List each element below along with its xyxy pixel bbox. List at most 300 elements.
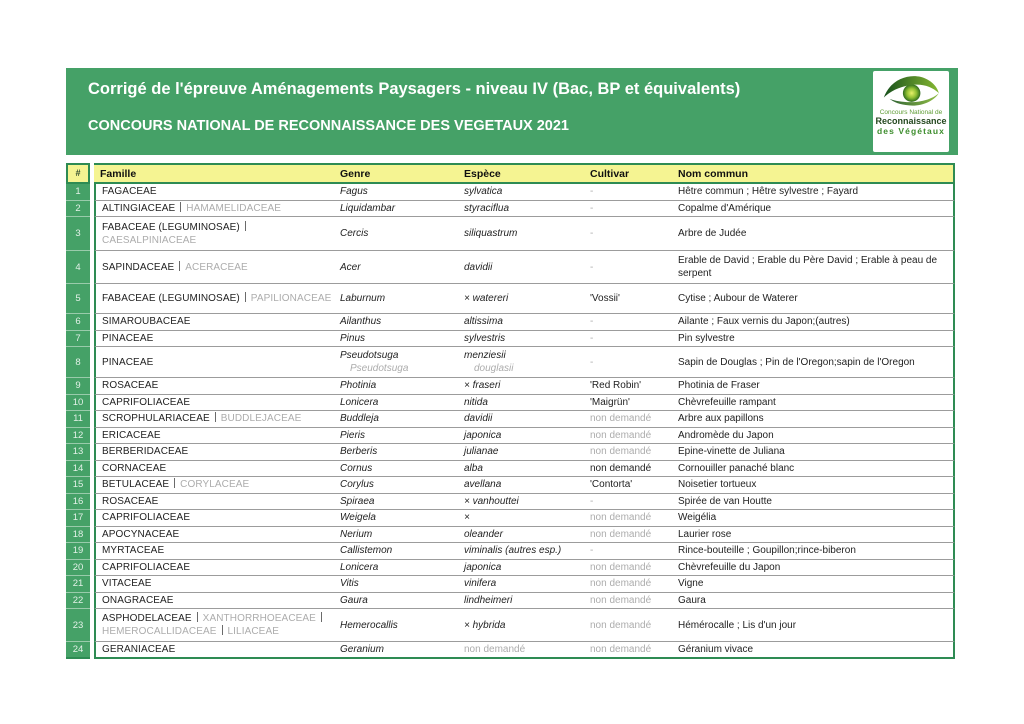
nom-commun-cell: [672, 494, 955, 511]
espece-cell: [458, 428, 584, 445]
famille-separator: [215, 412, 216, 422]
famille-line: [102, 379, 330, 392]
famille-line: [102, 315, 330, 328]
genre-cell: [334, 314, 458, 331]
famille-name: CAPRIFOLIACEAE: [102, 396, 191, 408]
espece-name: davidii: [464, 413, 493, 425]
genre-name: Acer: [340, 261, 361, 273]
nom-commun-value: Arbre aux papillons: [678, 413, 764, 425]
row-number-cell: 3: [66, 217, 90, 251]
famille-separator: [179, 261, 180, 271]
row-number-cell: 16: [66, 494, 90, 511]
cultivar-cell: [584, 477, 672, 494]
genre-name: Photinia: [340, 380, 377, 392]
row-number-cell: 11: [66, 411, 90, 428]
cultivar-value: non demandé: [590, 512, 652, 524]
genre-name: Vitis: [340, 578, 359, 590]
table-row: [66, 543, 955, 560]
table-row: [66, 284, 955, 314]
famille-name: HAMAMELIDACEAE: [186, 202, 282, 214]
espece-cell: [458, 609, 584, 642]
famille-name: SCROPHULARIACEAE: [102, 413, 210, 425]
espece-name: menziesii: [464, 350, 506, 361]
nom-commun-value: Pin sylvestre: [678, 332, 735, 344]
famille-separator: [180, 202, 181, 212]
nom-commun-cell: [672, 314, 955, 331]
famille-name: CORNACEAE: [102, 462, 167, 474]
genre-name: Cercis: [340, 228, 369, 239]
cultivar-cell: [584, 251, 672, 284]
table-body: [66, 184, 955, 659]
cultivar-value: non demandé: [590, 578, 652, 590]
cultivar-value: 'Maigrün': [590, 396, 630, 408]
cultivar-cell: [584, 527, 672, 544]
table-row: [66, 331, 955, 348]
row-number-cell: 9: [66, 378, 90, 395]
espece-cell: [458, 461, 584, 478]
nom-commun-value: Arbre de Judée: [678, 228, 747, 239]
table-row: [66, 444, 955, 461]
nom-commun-cell: [672, 395, 955, 412]
genre-name: Fagus: [340, 186, 368, 198]
nom-commun-cell: [672, 560, 955, 577]
famille-name: BETULACEAE: [102, 479, 170, 491]
nom-commun-cell: [672, 347, 955, 378]
nom-commun-cell: [672, 284, 955, 314]
genre-name: Liquidambar: [340, 202, 396, 214]
famille-cell: [94, 201, 334, 218]
column-header-nom-commun: Nom commun: [672, 163, 955, 184]
table-row: [66, 347, 955, 378]
famille-line: [102, 429, 330, 442]
row-number-cell: 12: [66, 428, 90, 445]
espece-name: sylvatica: [464, 186, 503, 198]
famille-name: PINACEAE: [102, 332, 154, 344]
nom-commun-cell: [672, 527, 955, 544]
famille-cell: [94, 494, 334, 511]
famille-name: BERBERIDACEAE: [102, 446, 189, 458]
espece-cell: [458, 331, 584, 348]
genre-name: Weigela: [340, 512, 376, 524]
nom-commun-cell: [672, 217, 955, 251]
famille-name: ACERACEAE: [185, 261, 248, 273]
famille-cell: [94, 527, 334, 544]
famille-name: SAPINDACEAE: [102, 261, 175, 273]
nom-commun-value: Cytise ; Aubour de Waterer: [678, 293, 798, 304]
genre-name: Pieris: [340, 429, 366, 441]
cultivar-value: non demandé: [590, 644, 652, 655]
famille-name: HEMEROCALLIDACEAE: [102, 626, 217, 637]
famille-name: CAPRIFOLIACEAE: [102, 512, 191, 524]
nom-commun-value: Chèvrefeuille rampant: [678, 396, 776, 408]
famille-line: [102, 261, 330, 274]
espece-name: × fraseri: [464, 380, 501, 392]
table-row: [66, 593, 955, 610]
header-banner: [66, 68, 958, 155]
famille-cell: [94, 477, 334, 494]
table-row: [66, 428, 955, 445]
genre-name: Corylus: [340, 479, 374, 491]
row-number-cell: 14: [66, 461, 90, 478]
espece-cell: [458, 201, 584, 218]
famille-name: PAPILIONACEAE: [250, 293, 332, 304]
nom-commun-value: Noisetier tortueux: [678, 479, 757, 491]
cultivar-cell: [584, 576, 672, 593]
genre-name: Hemerocallis: [340, 619, 398, 631]
cultivar-cell: [584, 428, 672, 445]
cultivar-cell: [584, 461, 672, 478]
cultivar-value: -: [590, 186, 594, 198]
column-header-num: #: [66, 163, 90, 184]
genre-name: Gaura: [340, 594, 368, 606]
famille-name: PINACEAE: [102, 356, 154, 368]
famille-cell: [94, 284, 334, 314]
famille-cell: [94, 378, 334, 395]
famille-cell: [94, 461, 334, 478]
logo-line2: Reconnaissance: [875, 116, 947, 127]
cultivar-value: -: [590, 545, 594, 557]
cultivar-value: -: [590, 316, 594, 328]
cultivar-value: 'Red Robin': [590, 380, 642, 392]
row-number-cell: 2: [66, 201, 90, 218]
espece-cell: [458, 576, 584, 593]
famille-line: [102, 185, 330, 198]
espece-name: douglasii: [474, 363, 514, 374]
row-number-cell: 19: [66, 543, 90, 560]
genre-cell: [334, 560, 458, 577]
cultivar-cell: [584, 331, 672, 348]
espece-cell: [458, 477, 584, 494]
cultivar-value: -: [590, 202, 594, 214]
page-subtitle: CONCOURS NATIONAL DE RECONNAISSANCE DES VEGETAUX 2021: [88, 118, 569, 134]
nom-commun-cell: [672, 477, 955, 494]
famille-cell: [94, 347, 334, 378]
row-number-cell: 1: [66, 184, 90, 201]
espece-name: vinifera: [464, 578, 497, 590]
famille-separator: [321, 612, 322, 622]
table-row: [66, 642, 955, 659]
eye-leaf-logo-icon: [880, 73, 942, 108]
table-row: [66, 395, 955, 412]
genre-cell: [334, 461, 458, 478]
famille-separator: [174, 478, 175, 488]
espece-cell: [458, 494, 584, 511]
nom-commun-value: Géranium vivace: [678, 644, 754, 655]
row-number-cell: 18: [66, 527, 90, 544]
genre-cell: [334, 576, 458, 593]
cultivar-cell: [584, 284, 672, 314]
results-table: [66, 163, 955, 659]
nom-commun-value: Laurier rose: [678, 528, 732, 540]
famille-name: CAESALPINIACEAE: [102, 234, 197, 246]
espece-name: julianae: [464, 446, 499, 458]
cultivar-value: non demandé: [590, 446, 652, 458]
table-row: [66, 217, 955, 251]
logo: [873, 71, 949, 152]
espece-name: altissima: [464, 316, 503, 328]
famille-line: [102, 561, 330, 574]
cultivar-value: -: [590, 356, 594, 368]
genre-cell: [334, 527, 458, 544]
famille-name: VITACEAE: [102, 578, 152, 590]
cultivar-value: non demandé: [590, 429, 652, 441]
cultivar-value: 'Vossii': [590, 293, 620, 304]
nom-commun-cell: [672, 444, 955, 461]
cultivar-cell: [584, 494, 672, 511]
table-row: [66, 477, 955, 494]
nom-commun-value: Cornouiller panaché blanc: [678, 462, 795, 474]
cultivar-cell: [584, 593, 672, 610]
nom-commun-value: Photinia de Fraser: [678, 380, 760, 392]
espece-name: davidii: [464, 261, 493, 273]
espece-name: ×: [464, 512, 470, 524]
genre-name: Pseudotsuga: [340, 350, 399, 361]
espece-name: avellana: [464, 479, 502, 491]
row-number-cell: 5: [66, 284, 90, 314]
famille-cell: [94, 642, 334, 659]
famille-line: [102, 412, 330, 425]
cultivar-cell: [584, 347, 672, 378]
cultivar-value: 'Contorta': [590, 479, 633, 491]
row-number-cell: 8: [66, 347, 90, 378]
espece-name: nitida: [464, 396, 488, 408]
genre-cell: [334, 642, 458, 659]
genre-name: Cornus: [340, 462, 373, 474]
cultivar-value: non demandé: [590, 561, 652, 573]
famille-name: ONAGRACEAE: [102, 594, 174, 606]
genre-cell: [334, 428, 458, 445]
famille-line: [102, 462, 330, 475]
famille-line: [102, 202, 330, 215]
table-row: [66, 314, 955, 331]
famille-name: ERICACEAE: [102, 429, 161, 441]
famille-line: [102, 396, 330, 409]
table-row: [66, 184, 955, 201]
espece-cell: [458, 411, 584, 428]
famille-name: SIMAROUBACEAE: [102, 316, 191, 328]
famille-name: BUDDLEJACEAE: [220, 413, 302, 425]
famille-cell: [94, 251, 334, 284]
cultivar-cell: [584, 609, 672, 642]
nom-commun-cell: [672, 642, 955, 659]
nom-commun-value: Rince-bouteille ; Goupillon;rince-biberon: [678, 545, 856, 557]
nom-commun-cell: [672, 331, 955, 348]
row-number-cell: 17: [66, 510, 90, 527]
famille-cell: [94, 395, 334, 412]
genre-name: Berberis: [340, 446, 378, 458]
espece-name: siliquastrum: [464, 228, 518, 239]
famille-cell: [94, 331, 334, 348]
espece-name: × watereri: [464, 293, 509, 304]
genre-name: Laburnum: [340, 293, 386, 304]
nom-commun-value: Ailante ; Faux vernis du Japon;(autres): [678, 316, 850, 328]
cultivar-cell: [584, 395, 672, 412]
famille-name: FABACEAE (LEGUMINOSAE): [102, 221, 240, 233]
genre-name: Pseudotsuga: [350, 363, 409, 374]
nom-commun-cell: [672, 461, 955, 478]
famille-cell: [94, 444, 334, 461]
logo-line1: Concours National de: [879, 109, 943, 116]
nom-commun-value: Spirée de van Houtte: [678, 495, 772, 507]
cultivar-cell: [584, 201, 672, 218]
table-row: [66, 527, 955, 544]
nom-commun-cell: [672, 411, 955, 428]
column-header-cultivar: Cultivar: [584, 163, 672, 184]
famille-line: [102, 356, 330, 369]
famille-line: [102, 612, 330, 625]
nom-commun-cell: [672, 576, 955, 593]
espece-cell: [458, 560, 584, 577]
famille-name: XANTHORRHOEACEAE: [202, 613, 316, 624]
nom-commun-cell: [672, 543, 955, 560]
nom-commun-value: Andromède du Japon: [678, 429, 774, 441]
cultivar-value: non demandé: [590, 462, 652, 474]
espece-name: × vanhouttei: [464, 495, 519, 507]
espece-cell: [458, 314, 584, 331]
cultivar-value: -: [590, 332, 594, 344]
cultivar-cell: [584, 444, 672, 461]
genre-cell: [334, 609, 458, 642]
espece-cell: [458, 251, 584, 284]
cultivar-value: -: [590, 228, 594, 239]
column-header-famille: Famille: [94, 163, 334, 184]
famille-line: [102, 643, 330, 656]
famille-cell: [94, 609, 334, 642]
cultivar-value: non demandé: [590, 413, 652, 425]
row-number-cell: 7: [66, 331, 90, 348]
nom-commun-value: Weigélia: [678, 512, 717, 524]
row-number-cell: 15: [66, 477, 90, 494]
logo-line3: des Végétaux: [876, 125, 945, 136]
famille-line: [102, 234, 330, 247]
famille-line: [102, 495, 330, 508]
genre-cell: [334, 593, 458, 610]
genre-name: Lonicera: [340, 561, 379, 573]
famille-name: MYRTACEAE: [102, 545, 165, 557]
row-number-cell: 22: [66, 593, 90, 610]
famille-cell: [94, 593, 334, 610]
page-title: Corrigé de l'épreuve Aménagements Paysagers - niveau IV (Bac, BP et équivalents): [88, 80, 741, 98]
table-row: [66, 576, 955, 593]
famille-cell: [94, 217, 334, 251]
row-number-cell: 20: [66, 560, 90, 577]
famille-cell: [94, 560, 334, 577]
famille-name: APOCYNACEAE: [102, 528, 180, 540]
espece-name: non demandé: [464, 644, 526, 655]
nom-commun-cell: [672, 593, 955, 610]
espece-cell: [458, 378, 584, 395]
espece-cell: [458, 642, 584, 659]
nom-commun-value: Gaura: [678, 594, 706, 606]
cultivar-cell: [584, 543, 672, 560]
famille-line: [102, 625, 330, 638]
row-number-cell: 24: [66, 642, 90, 659]
nom-commun-cell: [672, 201, 955, 218]
famille-name: GERANIACEAE: [102, 644, 176, 655]
espece-cell: [458, 510, 584, 527]
row-number-cell: 6: [66, 314, 90, 331]
famille-name: ROSACEAE: [102, 380, 159, 392]
row-number-cell: 10: [66, 395, 90, 412]
espece-cell: [458, 217, 584, 251]
cultivar-value: non demandé: [590, 594, 652, 606]
cultivar-value: -: [590, 261, 594, 273]
genre-cell: [334, 444, 458, 461]
espece-cell: [458, 347, 584, 378]
espece-cell: [458, 593, 584, 610]
famille-line: [102, 221, 330, 234]
column-header-espece: Espèce: [458, 163, 584, 184]
cultivar-cell: [584, 510, 672, 527]
cultivar-cell: [584, 642, 672, 659]
nom-commun-value: Vigne: [678, 578, 704, 590]
nom-commun-value: Sapin de Douglas ; Pin de l'Oregon;sapin de l'Oregon: [678, 356, 915, 368]
cultivar-value: non demandé: [590, 528, 652, 540]
famille-name: CAPRIFOLIACEAE: [102, 561, 191, 573]
table-header-row: [66, 163, 955, 184]
cultivar-cell: [584, 378, 672, 395]
espece-name: × hybrida: [464, 619, 506, 631]
espece-name: oleander: [464, 528, 503, 540]
famille-name: CORYLACEAE: [180, 479, 250, 491]
table-row: [66, 251, 955, 284]
table-row: [66, 411, 955, 428]
genre-cell: [334, 184, 458, 201]
genre-name: Lonicera: [340, 396, 379, 408]
genre-name: Buddleja: [340, 413, 379, 425]
espece-name: styraciflua: [464, 202, 510, 214]
espece-cell: [458, 543, 584, 560]
nom-commun-value: Hémérocalle ; Lis d'un jour: [678, 619, 797, 631]
famille-name: LILIACEAE: [227, 626, 279, 637]
genre-cell: [334, 510, 458, 527]
cultivar-cell: [584, 217, 672, 251]
famille-name: ALTINGIACEAE: [102, 202, 176, 214]
row-number-cell: 23: [66, 609, 90, 642]
genre-cell: [334, 251, 458, 284]
row-number-cell: 21: [66, 576, 90, 593]
genre-cell: [334, 378, 458, 395]
genre-name: Ailanthus: [340, 316, 382, 328]
espece-name: japonica: [464, 429, 502, 441]
table-row: [66, 609, 955, 642]
cultivar-value: non demandé: [590, 619, 652, 631]
genre-name: Spiraea: [340, 495, 375, 507]
espece-name: alba: [464, 462, 483, 474]
genre-name: Nerium: [340, 528, 373, 540]
famille-line: [102, 445, 330, 458]
espece-name: lindheimeri: [464, 594, 513, 606]
famille-name: ROSACEAE: [102, 495, 159, 507]
table-row: [66, 461, 955, 478]
famille-line: [102, 594, 330, 607]
genre-name: Geranium: [340, 644, 384, 655]
espece-name: sylvestris: [464, 332, 506, 344]
famille-line: [102, 332, 330, 345]
nom-commun-value: Chèvrefeuille du Japon: [678, 561, 781, 573]
table-row: [66, 510, 955, 527]
famille-separator: [222, 625, 223, 635]
famille-cell: [94, 428, 334, 445]
famille-cell: [94, 314, 334, 331]
nom-commun-cell: [672, 510, 955, 527]
cultivar-cell: [584, 560, 672, 577]
nom-commun-cell: [672, 251, 955, 284]
genre-cell: [334, 543, 458, 560]
famille-separator: [245, 221, 246, 231]
famille-line: [102, 478, 330, 491]
nom-commun-value: Copalme d'Amérique: [678, 202, 772, 214]
